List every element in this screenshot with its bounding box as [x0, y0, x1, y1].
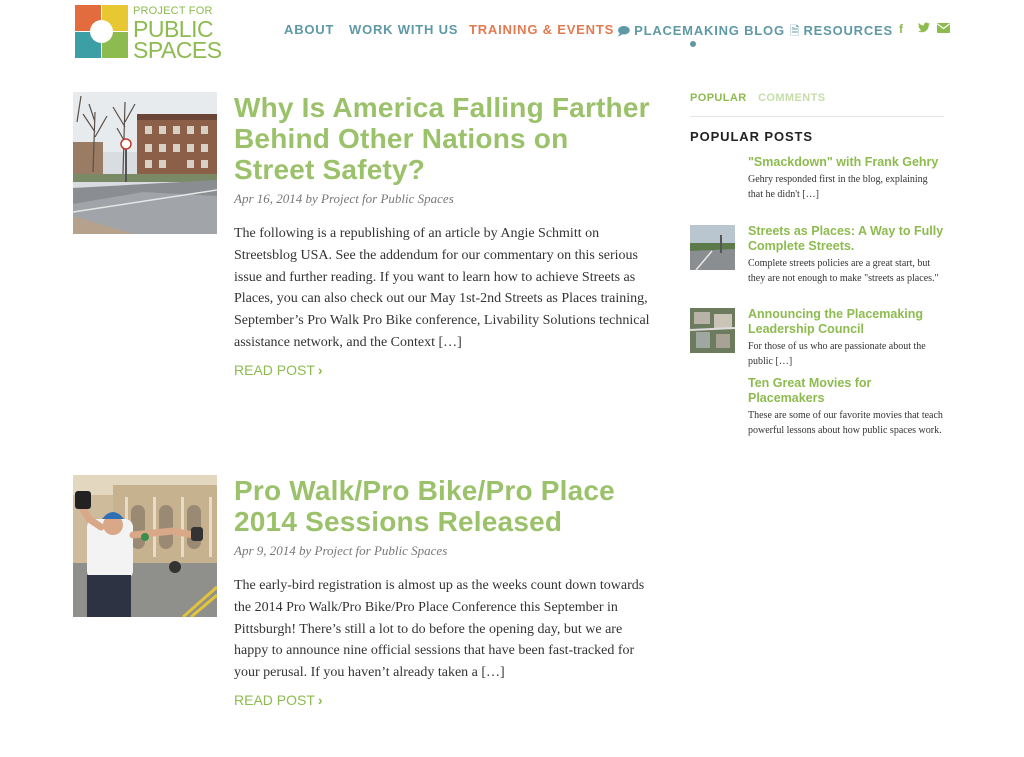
popular-post-desc: For those of us who are passionate about the public […]: [748, 341, 926, 367]
popular-post-text: [748, 224, 944, 286]
envelope-icon[interactable]: [937, 22, 950, 36]
post-body: [234, 475, 654, 709]
popular-post-text: [748, 155, 944, 202]
popular-post-thumbnail[interactable]: [690, 308, 735, 353]
popular-post-text: [748, 376, 944, 438]
nav-work-with-us[interactable]: WORK WITH US: [349, 22, 459, 37]
read-post-link[interactable]: [234, 692, 323, 708]
document-icon: 🗎: [790, 24, 801, 38]
post-thumbnail[interactable]: [73, 92, 217, 234]
read-post-label: READ POST: [234, 361, 315, 378]
read-post-link[interactable]: [234, 362, 323, 378]
sidebar-tabs: [690, 92, 944, 117]
popular-posts-heading: POPULAR POSTS: [690, 129, 813, 144]
chevron-right-icon: ›: [317, 361, 323, 378]
nav-placemaking-blog-label: PLACEMAKING BLOG: [634, 23, 785, 38]
facebook-icon[interactable]: f: [899, 22, 903, 36]
nav-about[interactable]: ABOUT: [284, 22, 335, 37]
nav-resources[interactable]: [790, 22, 893, 43]
active-nav-indicator: [690, 41, 696, 47]
sidebar: [690, 92, 944, 436]
popular-post-desc: Gehry responded first in the blog, explaining that he didn't […]: [748, 174, 928, 200]
tab-comments[interactable]: COMMENTS: [758, 92, 826, 104]
logo-wordmark: [133, 5, 222, 62]
popular-post-desc: Complete streets policies are a great start, but they are not enough to make "streets as places.": [748, 258, 939, 284]
post-title[interactable]: Pro Walk/Pro Bike/Pro Place 2014 Sessions Released: [234, 475, 615, 537]
post-meta: Apr 9, 2014 by Project for Public Spaces: [234, 543, 448, 558]
post-thumbnail[interactable]: [73, 475, 217, 617]
logo-mark: [75, 5, 128, 58]
post-title[interactable]: Why Is America Falling Farther Behind Other Nations on Street Safety?: [234, 92, 650, 185]
chevron-right-icon: ›: [317, 691, 323, 708]
popular-post-title[interactable]: Ten Great Movies for Placemakers: [748, 376, 872, 405]
post-excerpt: The early-bird registration is almost up as the weeks count down towards the 2014 Pro Walk/Pro Bike/Pro Place Conference this September in Pittsburgh! There’s still a lot to do before the opening day, but we are happy to announce nine official sessions that have been fast-tracked for your perusal. If you haven’t already taken a […]: [234, 578, 645, 681]
speech-bubble-icon: 🗩: [617, 24, 632, 38]
post-body: [234, 92, 654, 379]
nav-training-events[interactable]: TRAINING & EVENTS: [469, 22, 615, 37]
nav-placemaking-blog[interactable]: [617, 22, 785, 43]
popular-post-title[interactable]: Announcing the Placemaking Leadership Council: [748, 307, 924, 336]
logo-line-1: PROJECT FOR: [133, 5, 213, 17]
popular-post-title[interactable]: "Smackdown" with Frank Gehry: [748, 155, 939, 169]
site-header: [0, 0, 1024, 72]
read-post-label: READ POST: [234, 691, 315, 708]
logo-line-3: SPACES: [133, 37, 222, 63]
pps-logo[interactable]: [75, 5, 222, 63]
twitter-icon[interactable]: [918, 22, 930, 36]
post-meta: Apr 16, 2014 by Project for Public Spaces: [234, 191, 454, 206]
tab-popular[interactable]: POPULAR: [690, 92, 747, 104]
popular-post-thumbnail[interactable]: [690, 225, 735, 270]
logo-line-2: PUBLIC: [133, 16, 214, 42]
post-excerpt: The following is a republishing of an article by Angie Schmitt on Streetsblog USA. See the addendum for our commentary on this serious issue and further reading. If you want to learn how to achieve Streets as Places, you can also check out our May 1st-2nd Streets as Places training, September’s Pro Walk Pro Bike conference, Livability Solutions technical assistance network, and the Context […]: [234, 226, 650, 350]
popular-post-desc: These are some of our favorite movies that teach powerful lessons about how public spaces work.: [748, 410, 943, 436]
popular-post-title[interactable]: Streets as Places: A Way to Fully Complete Streets.: [748, 224, 944, 253]
nav-resources-label: RESOURCES: [803, 23, 894, 38]
popular-post-text: [748, 307, 944, 369]
